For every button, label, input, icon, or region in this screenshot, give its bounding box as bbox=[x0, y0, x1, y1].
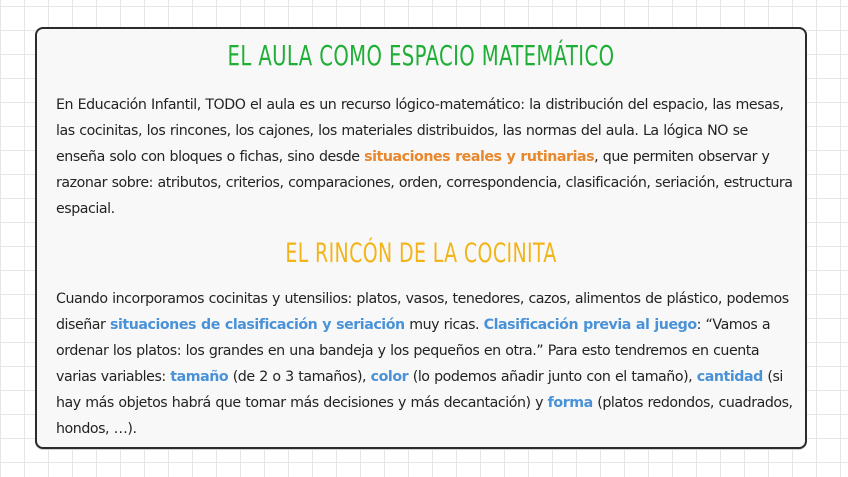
paragraph-text: : “Vamos a ordenar los platos: los grandes en una bandeja y los pequeños en otra.” Para esto tendremos en cuenta varias variables: bbox=[56, 317, 771, 385]
section-title-cocinita: EL RINCÓN DE LA COCINITA bbox=[285, 238, 557, 269]
highlight-situaciones: situaciones reales y rutinarias bbox=[364, 149, 595, 165]
paragraph-text: Cuando incorporamos cocinitas y utensilios: platos, vasos, tenedores, cazos, alimentos de plástico, podemos diseñar bbox=[56, 291, 789, 333]
highlight-color: color bbox=[370, 369, 409, 385]
paragraph-text: (si hay más objetos habrá que tomar más decisiones y más decantación) y bbox=[56, 369, 783, 411]
paragraph-text: (lo podemos añadir junto con el tamaño), bbox=[408, 369, 697, 385]
highlight-forma: forma bbox=[547, 395, 593, 411]
highlight-tamano: tamaño bbox=[170, 369, 229, 385]
highlight-clasificacion-previa: Clasificación previa al juego bbox=[483, 317, 697, 333]
highlight-clasificacion-seriacion: situaciones de clasificación y seriación bbox=[110, 317, 405, 333]
content-card bbox=[35, 27, 807, 449]
paragraph-text: (platos redondos, cuadrados, hondos, …). bbox=[56, 395, 793, 437]
paragraph-text: muy ricas. bbox=[404, 317, 484, 333]
highlight-cantidad: cantidad bbox=[696, 369, 763, 385]
paragraph-cocinita bbox=[56, 286, 794, 442]
paragraph-aula bbox=[56, 92, 794, 222]
paragraph-text: En Educación Infantil, TODO el aula es un recurso lógico-matemático: la distribución del espacio, las mesas, las cocinitas, los rincones, los cajones, los materiales distribuidos, las normas del aula. La lógica NO se enseña solo con bloques o fichas, sino desde bbox=[56, 97, 784, 165]
section-title-aula: EL AULA COMO ESPACIO MATEMÁTICO bbox=[227, 39, 615, 72]
paragraph-text: (de 2 o 3 tamaños), bbox=[228, 369, 371, 385]
paragraph-text: , que permiten observar y razonar sobre: atributos, criterios, comparaciones, orden, correspondencia, clasificación, seriación, estructura espacial. bbox=[56, 149, 793, 217]
